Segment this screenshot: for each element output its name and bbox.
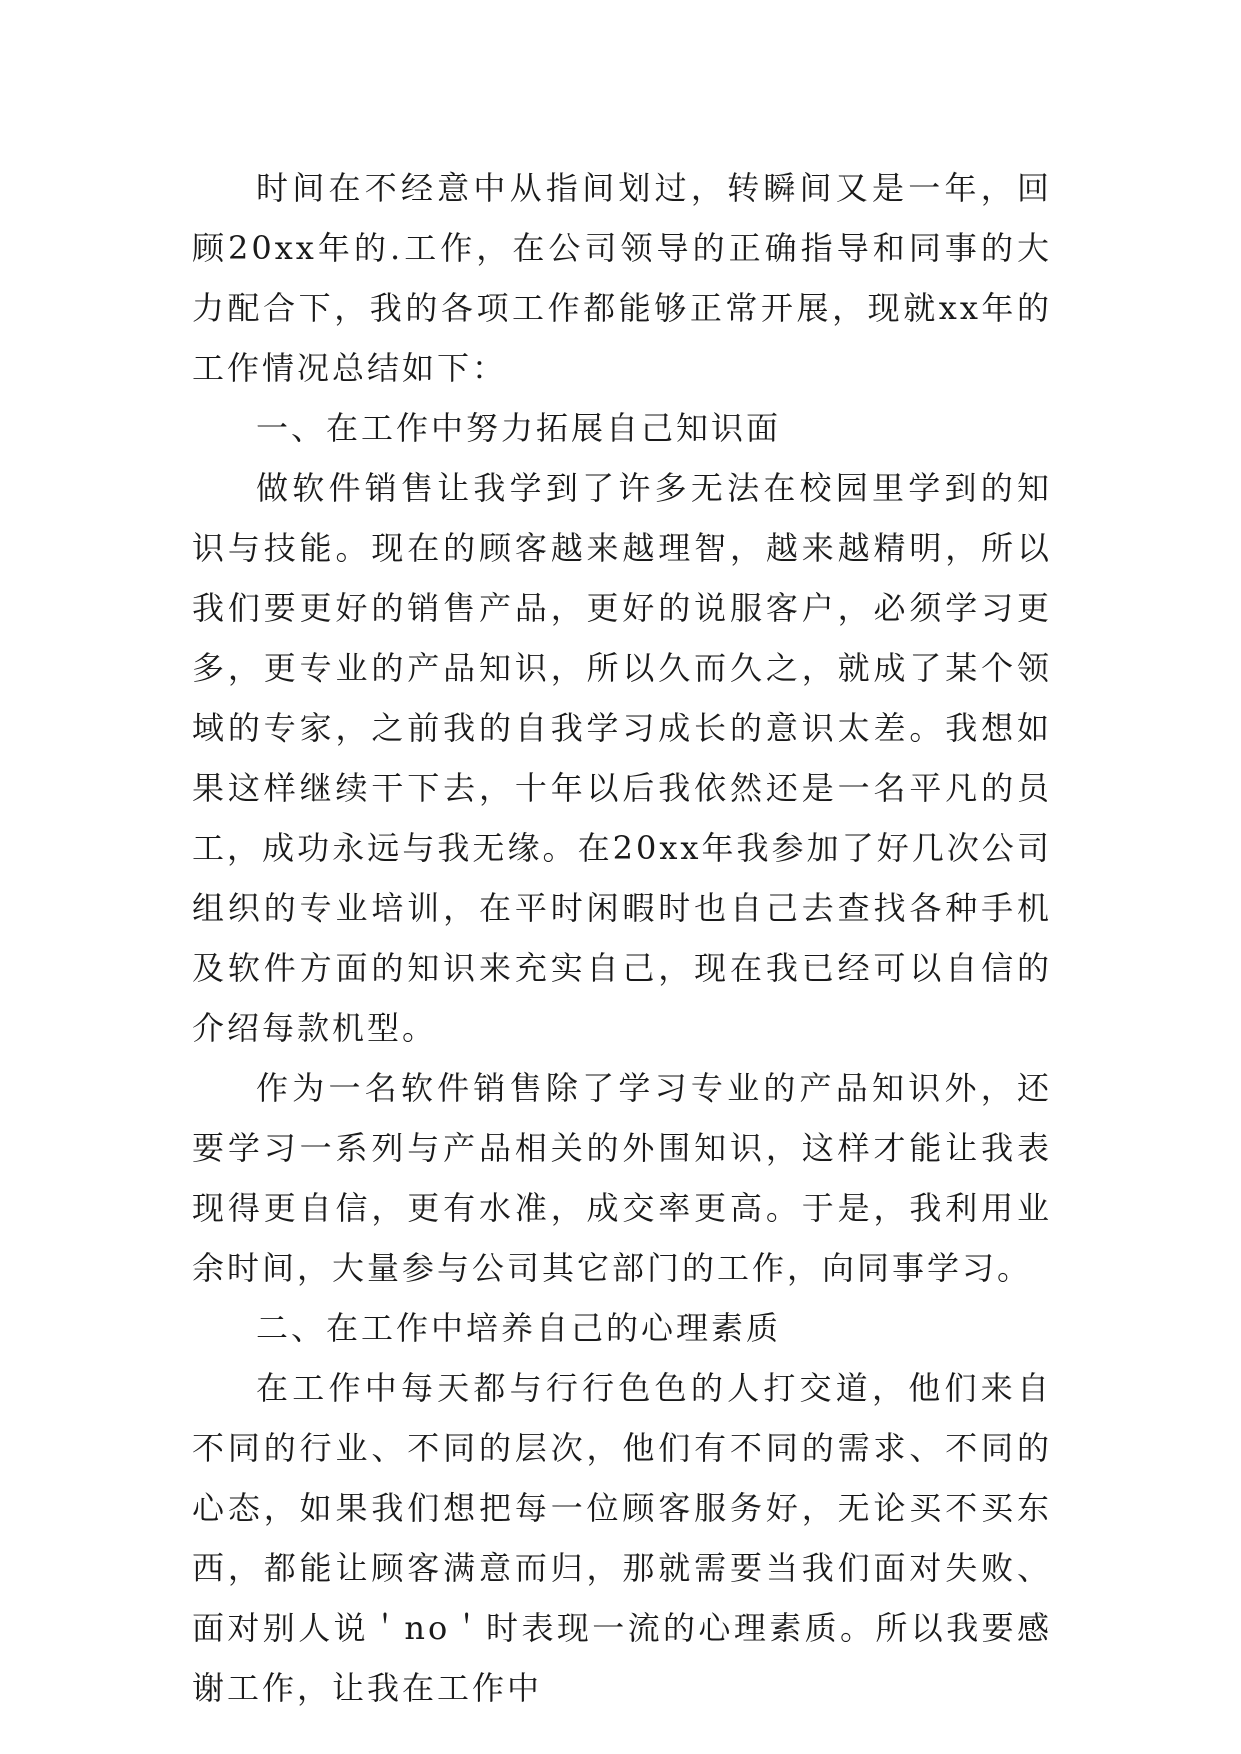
section-heading-2: 二、在工作中培养自己的心理素质 (256, 1309, 782, 1347)
document-body (192, 158, 1052, 1718)
paragraph-peripheral-knowledge: 作为一名软件销售除了学习专业的产品知识外，还要学习一系列与产品相关的外围知识，这样才能让我表现得更自信，更有水准，成交率更高。于是，我利用业余时间，大量参与公司其它部门的工作，向同事学习。 (192, 1069, 1052, 1287)
paragraph-psychology: 在工作中每天都与行行色色的人打交道，他们来自不同的行业、不同的层次，他们有不同的需求、不同的心态，如果我们想把每一位顾客服务好，无论买不买东西，都能让顾客满意而归，那就需要当我们面对失败、面对别人说＇no＇时表现一流的心理素质。所以我要感谢工作，让我在工作中 (192, 1369, 1052, 1707)
section-heading-1: 一、在工作中努力拓展自己知识面 (256, 409, 782, 447)
paragraph-intro: 时间在不经意中从指间划过，转瞬间又是一年，回顾20xx年的.工作，在公司领导的正确指导和同事的大力配合下，我的各项工作都能够正常开展，现就xx年的工作情况总结如下： (192, 169, 1052, 387)
paragraph-knowledge: 做软件销售让我学到了许多无法在校园里学到的知识与技能。现在的顾客越来越理智，越来越精明，所以我们要更好的销售产品，更好的说服客户，必须学习更多，更专业的产品知识，所以久而久之，就成了某个领域的专家，之前我的自我学习成长的意识太差。我想如果这样继续干下去，十年以后我依然还是一名平凡的员工，成功永远与我无缘。在20xx年我参加了好几次公司组织的专业培训，在平时闲暇时也自己去查找各种手机及软件方面的知识来充实自己，现在我已经可以自信的介绍每款机型。 (192, 469, 1052, 1047)
